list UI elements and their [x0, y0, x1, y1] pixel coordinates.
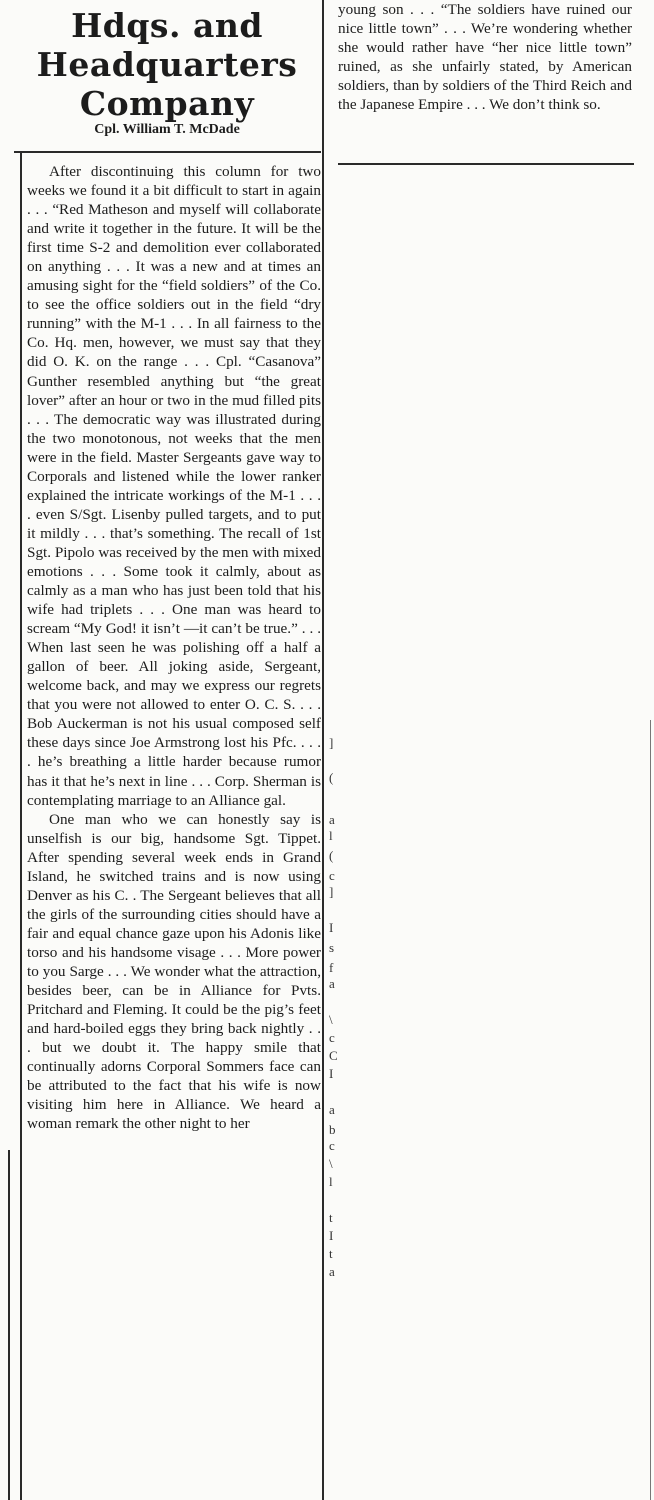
adjacent-column-fragment: f	[329, 960, 334, 975]
adjacent-column-fragment: \	[329, 1012, 333, 1027]
adjacent-column-fragment: t	[329, 1246, 333, 1261]
adjacent-column-fragment: I	[329, 920, 334, 935]
headline-line-2: Headquarters	[36, 45, 298, 84]
adjacent-column-fragment: ]	[329, 884, 334, 899]
adjacent-column-fragment: l	[329, 828, 333, 843]
adjacent-column-fragment: c	[329, 868, 335, 883]
adjacent-column-fragment: \	[329, 1156, 333, 1171]
headline-line-3: Company	[79, 84, 255, 123]
article-paragraph-1: After discontinuing this column for two weeks we found it a bit difficult to start in again . . . “Red Matheson and myself will collaborate and write it together in the future. It will be the first time S-2 and demolition ever collaborated on anything . . . It was a new and at times an amusing sight for the “field soldiers” of the Co. to see the office soldiers out in the field “dry running” with the M-1 . . . In all fairness to the Co. Hq. men, however, we must say that they did O. K. on the range . . . Cpl. “Casanova” Gunther resembled anything but “the great lover” after an hour or two in the mud filled pits . . . The democratic way was illustrated during the two monotonous, not weeks that the men were in the field. Master Sergeants gave way to Corporals and listened while the lower ranker explained the intricate workings of the M-1 . . . . even S/Sgt. Lisenby pulled targets, and to put it mildly . . . that’s something. The recall of 1st Sgt. Pipolo was received by the men with mixed emotions . . . Some took it calmly, about as calmly as a man who has just been told that his wife had triplets . . . One man was heard to scream “My God! it isn’t —it can’t be true.” . . . When last seen he was polishing off a half a gallon of beer. All joking aside, Sergeant, welcome back, and may we express our regrets that you were not allowed to enter O. C. S. . . . Bob Auckerman is not his usual composed self these days since Joe Armstrong lost his Pfc. . . . . he’s breathing a little harder because rumor has it that he’s next in line . . . Corp. Sherman is contemplating marriage to an Alliance gal.	[27, 163, 321, 809]
column2-end-rule	[338, 163, 634, 165]
column1-left-border	[20, 152, 22, 1500]
adjacent-column-fragment: I	[329, 1066, 334, 1081]
adjacent-column-fragment: (	[329, 848, 334, 863]
adjacent-column-fragment: (	[329, 770, 334, 785]
adjacent-column-fragment: ]	[329, 735, 334, 750]
article-column-1	[27, 162, 321, 1133]
headline-line-1: Hdqs. and	[71, 6, 263, 45]
adjacent-column-fragment: t	[329, 1210, 333, 1225]
column1-left-border-double	[8, 1150, 10, 1500]
adjacent-column-fragment: I	[329, 1228, 334, 1243]
adjacent-column-fragment: a	[329, 1102, 335, 1117]
adjacent-column-fragment: a	[329, 976, 335, 991]
article-paragraph-2: One man who we can honestly say is unselfish is our big, handsome Sgt. Tippet. After spending several week ends in Grand Island, he switched trains and is now using Denver as his C. . The Sergeant believes that all the girls of the surrounding cities should have a fair and equal chance gaze upon his Adonis like torso and his handsome visage . . . More power to you Sarge . . . We wonder what the attraction, besides beer, can be in Alliance for Pvts. Pritchard and Fleming. It could be the pig’s feet and hard-boiled eggs they bring back nightly . . . but we doubt it. The happy smile that continually adorns Corporal Sommers face can be attributed to the fact that his wife is now visiting him here in Alliance. We heard a woman remark the other night to her	[27, 810, 321, 1133]
article-paragraph-continued: young son . . . “The soldiers have ruined our nice little town” . . . We’re wondering whether she would rather have “her nice little town” ruined, as she unfairly stated, by American soldiers, than by soldiers of the Third Reich and the Japanese Empire . . . We don’t think so.	[338, 1, 632, 114]
adjacent-column-fragment: b	[329, 1122, 336, 1137]
adjacent-column-fragment: a	[329, 812, 335, 827]
right-edge-border	[650, 720, 651, 1500]
column-divider	[322, 0, 324, 1500]
byline-rule	[14, 151, 321, 153]
adjacent-column-fragment: a	[329, 1264, 335, 1279]
article-column-2	[338, 0, 632, 114]
adjacent-column-fragment: s	[329, 940, 335, 955]
adjacent-column-fragment: l	[329, 1174, 333, 1189]
adjacent-column-fragment: C	[329, 1048, 338, 1063]
adjacent-column-fragment: c	[329, 1138, 335, 1153]
adjacent-column-fragment: c	[329, 1030, 335, 1045]
headline	[14, 6, 320, 123]
byline: Cpl. William T. McDade	[94, 122, 240, 137]
